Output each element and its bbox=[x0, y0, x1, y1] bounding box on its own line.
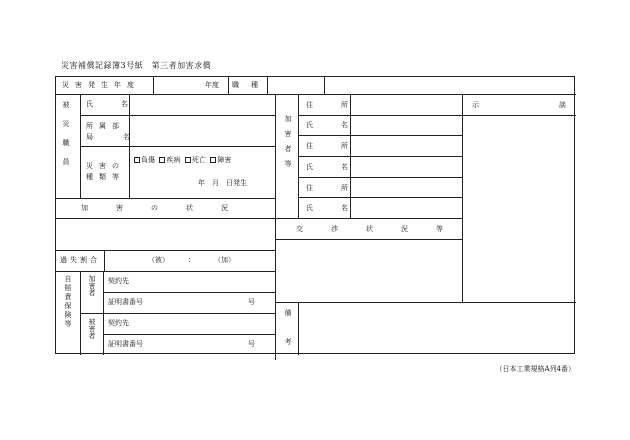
victim-name-label: 氏名 bbox=[86, 100, 156, 108]
remarks-label: 備考 bbox=[284, 309, 292, 367]
victim-section-label: 被災職員 bbox=[62, 101, 70, 177]
settlement-label-right: 談 bbox=[559, 101, 566, 109]
perpetrator-section-label: 加害者等 bbox=[284, 115, 292, 175]
checkbox-icon[interactable] bbox=[185, 157, 191, 163]
perp-cert-label: 証明書番号 bbox=[108, 298, 143, 306]
victim-dept-label-1: 所属部 bbox=[86, 122, 125, 130]
disaster-year-label: 災害発生年度 bbox=[62, 81, 140, 89]
fault-victim-mark: （被） bbox=[148, 256, 169, 264]
checkbox-icon[interactable] bbox=[134, 157, 140, 163]
occupation-label: 職種 bbox=[232, 81, 270, 89]
perp-contract-label: 契約先 bbox=[108, 277, 129, 285]
perp-address-label-1: 住所 bbox=[306, 101, 376, 109]
perp-name-label-2: 氏名 bbox=[306, 163, 376, 171]
injury-option-負傷[interactable]: 負傷 bbox=[134, 156, 155, 164]
fault-ratio-label: 過失割合 bbox=[60, 256, 100, 264]
insurance-section-label: 自賠責保険等 bbox=[64, 275, 72, 329]
perp-name-label-1: 氏名 bbox=[306, 121, 376, 129]
victim-contract-label: 契約先 bbox=[108, 319, 129, 327]
injury-options bbox=[134, 157, 231, 164]
perp-address-label-2: 住所 bbox=[306, 142, 376, 150]
injury-option-疾病[interactable]: 疾病 bbox=[159, 156, 180, 164]
victim-cert-suffix: 号 bbox=[248, 340, 255, 348]
injury-option-障害[interactable]: 障害 bbox=[210, 156, 231, 164]
perp-cert-suffix: 号 bbox=[248, 298, 255, 306]
checkbox-icon[interactable] bbox=[210, 157, 216, 163]
fault-colon: ： bbox=[188, 256, 195, 264]
checkbox-icon[interactable] bbox=[159, 157, 165, 163]
form-title: 災害補償記録簿3号紙 第三者加害求償 bbox=[61, 61, 212, 70]
fault-perpetrator-mark: （加） bbox=[214, 256, 235, 264]
claim-form-table bbox=[55, 76, 575, 367]
insurance-victim-label: 被害者 bbox=[88, 318, 96, 339]
settlement-label-left: 示 bbox=[472, 101, 479, 109]
injury-type-label-1: 災害の bbox=[86, 162, 125, 170]
victim-dept-label-2: 局名 bbox=[86, 133, 160, 141]
occurred-date-line: 年 月 日発生 bbox=[198, 179, 247, 187]
perp-address-label-3: 住所 bbox=[306, 184, 376, 192]
harm-status-label: 加害の状況 bbox=[81, 204, 256, 212]
negotiation-label: 交渉状況等 bbox=[296, 225, 471, 233]
injury-type-label-2: 種類等 bbox=[86, 173, 125, 181]
perp-name-label-3: 氏名 bbox=[306, 204, 376, 212]
jis-footer: （日本工業規格A列4番） bbox=[495, 365, 575, 373]
year-suffix: 年度 bbox=[205, 81, 219, 89]
injury-option-死亡[interactable]: 死亡 bbox=[185, 156, 206, 164]
victim-cert-label: 証明書番号 bbox=[108, 340, 143, 348]
insurance-perpetrator-label: 加害者 bbox=[88, 275, 96, 296]
